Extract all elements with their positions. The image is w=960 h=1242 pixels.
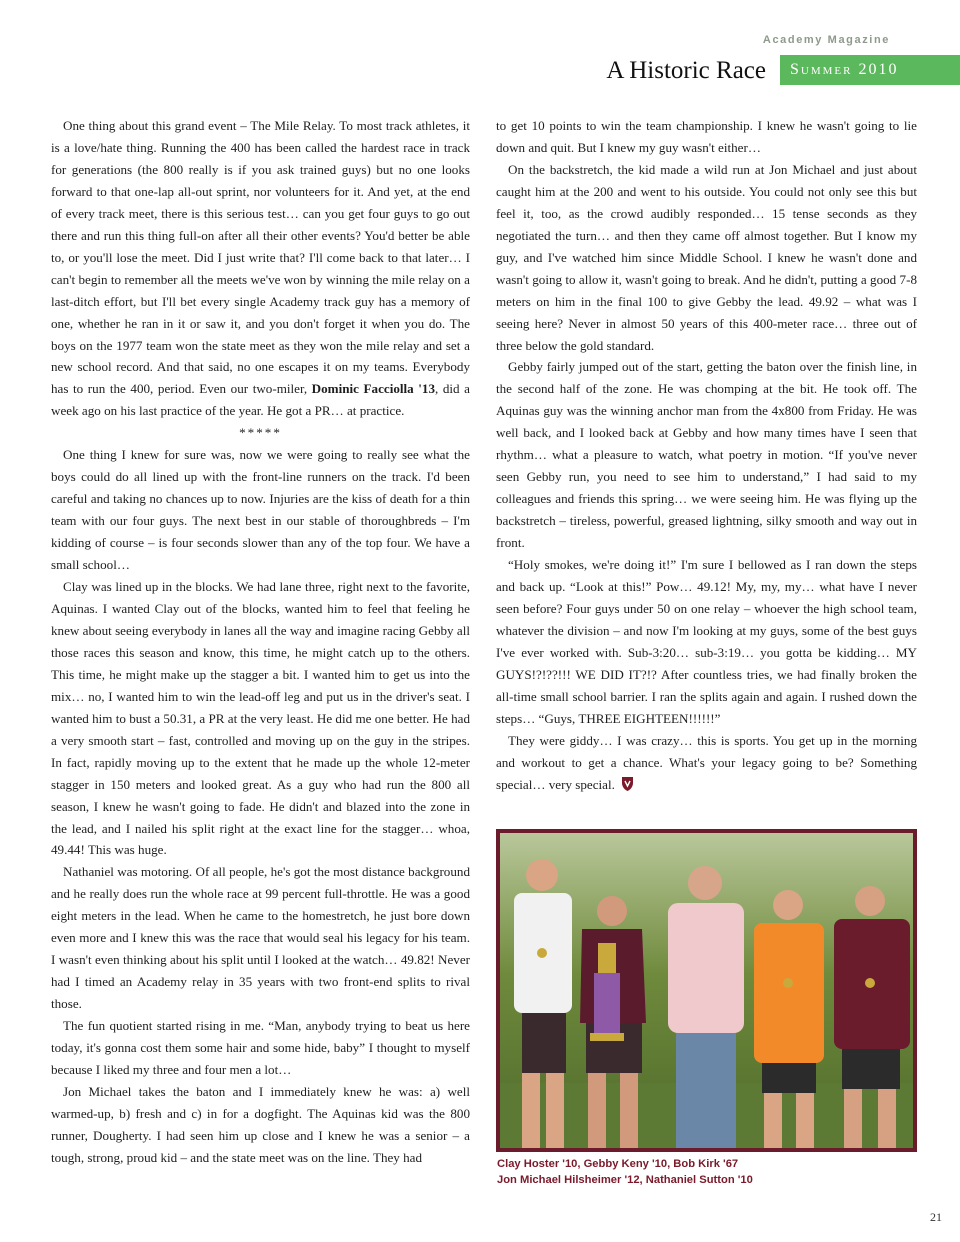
- photo-caption: [497, 1156, 917, 1188]
- team-photo: [500, 833, 913, 1148]
- page-number: 21: [930, 1210, 942, 1224]
- photo-caption-line-2: Jon Michael Hilsheimer '12, Nathaniel Sutton '10: [497, 1174, 753, 1186]
- left-paragraph-5: The fun quotient started rising in me. “Man, anybody trying to beat us here today, it's gonna cost them some hair and some hide, baby” I thought to myself because I liked my three and four men a lot…: [51, 1018, 470, 1077]
- right-paragraph-3: Gebby fairly jumped out of the start, getting the baton over the finish line, in the second half of the zone. He was chomping at the bit. He took off. The Aquinas guy was the winning anchor man from the 4x800 from Friday. He was well back, and I looked back at Gebby and how many times have I seen that rhythm… what a pleasure to watch, what poetry in motion. “If you've never seen Gebby run, you need to see him to understand,” I had said to my colleagues and friends this spring… we were seeing him. He was flying up the backstretch – tireless, powerful, greased lightning, silky smooth and way out in front.: [496, 359, 917, 551]
- left-paragraph-6: Jon Michael takes the baton and I immediately knew he was: a) well warmed-up, b) fresh and c) in for a dogfight. The Aquinas kid was the 800 runner, Dougherty. I had seen him up close and I knew he was a senior – a tough, strong, proud kid – and the state meet was on the line. They had: [51, 1083, 470, 1165]
- photo-caption-line-1: Clay Hoster '10, Gebby Keny '10, Bob Kirk '67: [497, 1158, 739, 1170]
- article-title: A Historic Race: [606, 57, 766, 84]
- athlete-name-bold: Dominic Facciolla '13: [311, 381, 436, 397]
- right-paragraph-5: They were giddy… I was crazy… this is sports. You get up in the morning and workout to get a chance. What's your legacy going to be? Something special… very special.: [496, 732, 917, 792]
- left-paragraph-3: Clay was lined up in the blocks. We had lane three, right next to the favorite, Aquinas. I wanted Clay out of the blocks, wanted him to feel that feeling he knew about seeing everybody in lanes all the way and imagine racing Gebby all those races this season and know, this time, he might catch up to the others. This time, he might make up the stagger a bit. I wanted him to get us into the mix… no, I wanted him to win the lead-off leg and put us in the driver's seat. I wanted him to bust a 50.31, a PR at the very least. He did me one better. He had a very smooth start – fast, controlled and moving up on the guy in the stripes. In fact, rapidly moving up to the extent that he made up the whole 12-meter stagger in 150 meters and looked great. As a guy who had run the 800 all season, I knew he wasn't going to fade. He didn't and blazed into the zone in the lead, and I nailed his split right at the exact line for the stagger… whoa, 49.44! This was huge.: [51, 579, 470, 858]
- right-paragraph-2: On the backstretch, the kid made a wild run at Jon Michael and just about caught him at the 200 and went to his outside. You could not only see this but feel it, too, as the crowd audibly responded… 15 tense seconds as they negotiated the turn… and then they came off almost together. But I know my guy, and I've watched him since Middle School. I knew he wasn't done and wasn't going to allow it, wasn't going to break. And he didn't, putting a good 7-8 meters on him in the final 100 to give Gebby the lead. 49.92 – what was I seeing here? Never in almost 50 years of this 400-meter race… three out of three below the gold standard.: [496, 161, 917, 353]
- left-paragraph-1: One thing about this grand event – The Mile Relay. To most track athletes, it is a love/hate thing. Running the 400 has been called the hardest race in track for generations (the 800 really is if you ask trained guys) but no one looks forward to that one-lap all-out sprint, nor volunteers for it. And yet, at the end of every track meet, there is this serious test… can you get four guys to go out there and run this thing full-on after all their other events? You'd better be able to, or you'll lose the meet. Did I just write that? I'll come back to that later… I can't begin to remember all the meets we've won by winning the mile relay on a last-ditch effort, but I'll bet every single Academy track guy has a memory of one, whether he ran in it or saw it, and you don't forget it when you do. The boys on the 1977 team won the state meet as they won the mile relay and set a new school record. And that said, no one escapes it on my teams. Everybody has to run the 400, period. Even our two-miler, Dominic Facciolla '13, did a week ago on his last practice of the year. He got a PR… at practice.: [51, 118, 470, 419]
- shield-end-mark-icon: [621, 776, 634, 792]
- masthead-magazine-name: Academy Magazine: [762, 34, 890, 46]
- right-paragraph-4: “Holy smokes, we're doing it!” I'm sure I bellowed as I ran down the steps and back up. “Look at this!” Pow… 49.12! My, my, my… what have I never seen before? Four guys under 50 on one relay – whoever the high school team, whatever the division – and now I'm looking at my guys, some of the best guys I've ever worked with. Sub-3:20… sub-3:19… you gotta be kidding… MY GUYS!?!??!!! WE DID IT?!? After countless tries, we had finally broken the all-time small school barrier. I ran the splits again and again. I rushed down the steps… “Guys, THREE EIGHTEEN!!!!!!”: [496, 557, 917, 726]
- right-column: [496, 115, 917, 796]
- left-paragraph-2: One thing I knew for sure was, now we were going to really see what the boys could do all lined up with the front-line runners on the track. I'd been careful and taking no chances up to now. Injuries are the kiss of death for a thin team with our four guys. The next best in our stable of thoroughbreds – I'm kidding of course – is four seconds slower than any of the top four. We have a small school…: [51, 447, 470, 573]
- left-paragraph-4: Nathaniel was motoring. Of all people, he's got the most distance background and he really does run the whole race at 99 percent full-throttle. He was a good eight meters in the lead. When he came to the homestretch, he just bore down even more and I knew this was the race that would seal his legacy for his team. I wasn't even thinking about his split until I looked at the watch… 49.82! Never had I timed an Academy relay in 35 years with two front-end splits to rival those.: [51, 864, 470, 1012]
- left-column: [51, 115, 470, 1169]
- team-photo-frame: [496, 829, 917, 1152]
- right-paragraph-1: to get 10 points to win the team championship. I knew he wasn't going to lie down and quit. But I knew my guy wasn't either…: [496, 118, 917, 155]
- issue-badge: Summer 2010: [780, 55, 960, 85]
- section-separator: *****: [239, 425, 282, 441]
